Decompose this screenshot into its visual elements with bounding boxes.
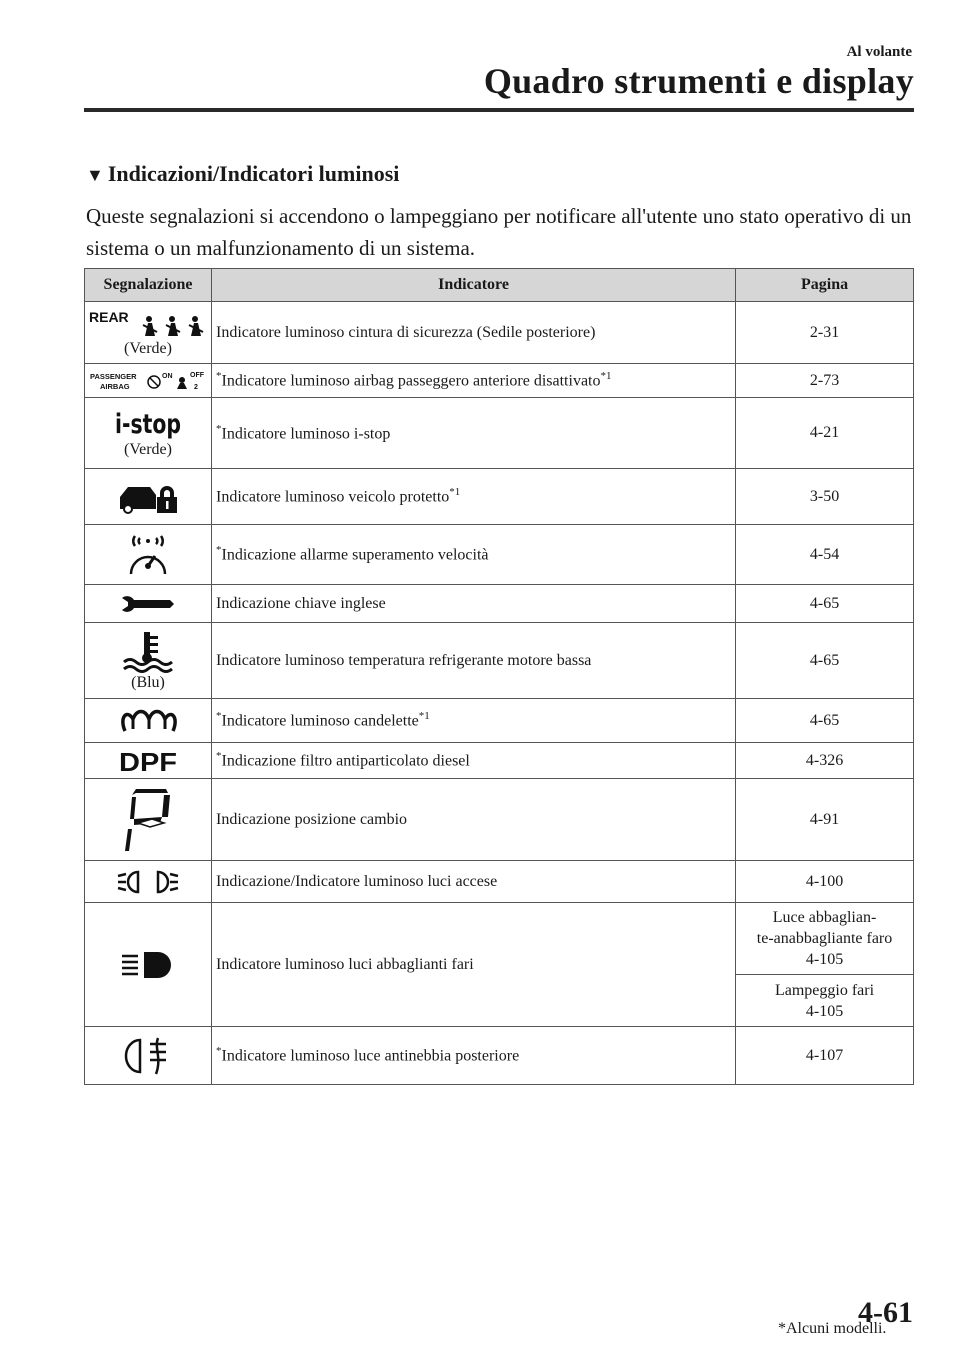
indicator-cell: *Indicazione filtro antiparticolato diesel <box>212 743 736 779</box>
page-cell: 2-73 <box>736 364 914 398</box>
table-row <box>85 623 914 699</box>
signal-cell <box>85 861 212 903</box>
svg-text:OFF: OFF <box>190 371 204 379</box>
table-row <box>85 743 914 779</box>
svg-text:AIRBAG: AIRBAG <box>100 381 130 391</box>
page-cell: 4-107 <box>736 1027 914 1085</box>
signal-cell <box>85 585 212 623</box>
table-row <box>85 1027 914 1085</box>
signal-cell <box>85 903 212 1027</box>
footnote: *Alcuni modelli. <box>778 1320 887 1337</box>
wrench-icon <box>120 594 176 614</box>
signal-cell <box>85 364 212 398</box>
indicator-cell: Indicatore luminoso temperatura refrigerante motore bassa <box>212 623 736 699</box>
col-header-page: Pagina <box>736 269 914 302</box>
page-cell: 2-31 <box>736 302 914 364</box>
coolant-temp-icon <box>122 630 174 672</box>
col-header-signal: Segnalazione <box>85 269 212 302</box>
indicator-cell: *Indicatore luminoso airbag passeggero anteriore disattivato$^{*1}$ <box>212 364 736 398</box>
shift-position-icon <box>120 787 176 853</box>
page-cell: 4-21 <box>736 398 914 469</box>
passenger-airbag-off-icon <box>90 369 206 393</box>
signal-cell: REAR (Verde) <box>85 302 212 364</box>
table-row <box>85 779 914 861</box>
indicator-cell: Indicazione/Indicatore luminoso luci accese <box>212 861 736 903</box>
svg-text:ON: ON <box>162 372 173 380</box>
indicator-cell: Indicatore luminoso cintura di sicurezza (Sedile posteriore) <box>212 302 736 364</box>
rear-seatbelt-icon <box>89 308 207 338</box>
page-cell: 4-91 <box>736 779 914 861</box>
signal-cell <box>85 743 212 779</box>
table-row <box>85 861 914 903</box>
security-lock-icon <box>116 479 180 515</box>
table-row <box>85 364 914 398</box>
page-cell: 3-50 <box>736 469 914 525</box>
intro-paragraph: Queste segnalazioni si accendono o lampeggiano per notificare all'utente uno stato operativo di un sistema o un malfunzionamento di un sistema. <box>86 204 912 260</box>
page-cell: 4-65 <box>736 699 914 743</box>
svg-text:DPF: DPF <box>119 746 177 777</box>
page-cell: 4-100 <box>736 861 914 903</box>
indicator-table <box>84 268 914 1085</box>
indicator-cell: Indicatore luminoso luci abbaglianti fari <box>212 903 736 1027</box>
lights-on-icon <box>116 868 180 896</box>
signal-cell <box>85 1027 212 1085</box>
indicator-cell: Indicazione chiave inglese <box>212 585 736 623</box>
signal-cell <box>85 525 212 585</box>
page-cell: Lampeggio fari 4-105 <box>736 975 914 1027</box>
signal-cell <box>85 779 212 861</box>
header-rule <box>84 108 914 112</box>
indicator-cell: *Indicatore luminoso candelette$^{*1}$ <box>212 699 736 743</box>
svg-text:i-stop: i-stop <box>115 409 181 440</box>
speed-alarm-icon <box>121 532 175 578</box>
table-row <box>85 903 914 975</box>
i-stop-icon <box>113 407 183 439</box>
indicator-cell: *Indicazione allarme superamento velocità <box>212 525 736 585</box>
table-row <box>85 469 914 525</box>
signal-cell: i-stop (Verde) <box>85 398 212 469</box>
triangle-icon: ▼ <box>86 165 104 185</box>
svg-text:REAR: REAR <box>89 308 129 325</box>
table-row <box>85 585 914 623</box>
page-cell: Luce abbaglian- te-anabbagliante faro 4-105 <box>736 903 914 975</box>
page-cell: 4-65 <box>736 623 914 699</box>
dpf-icon <box>118 746 178 777</box>
indicator-cell: Indicazione posizione cambio <box>212 779 736 861</box>
table-row <box>85 302 914 364</box>
svg-text:2: 2 <box>194 383 198 391</box>
signal-cell <box>85 699 212 743</box>
high-beam-icon <box>118 950 178 980</box>
svg-text:PASSENGER: PASSENGER <box>90 371 137 381</box>
rear-fog-icon <box>124 1036 172 1076</box>
indicator-cell: *Indicatore luminoso luce antinebbia posteriore <box>212 1027 736 1085</box>
page-number: 4-61 <box>858 1296 913 1329</box>
indicator-cell: Indicatore luminoso veicolo protetto$^{*1}$ <box>212 469 736 525</box>
page-cell: 4-326 <box>736 743 914 779</box>
page-title: Quadro strumenti e display <box>483 61 914 101</box>
table-row <box>85 525 914 585</box>
table-row <box>85 398 914 469</box>
glow-plug-icon <box>119 707 177 735</box>
page-cell: 4-54 <box>736 525 914 585</box>
section-title: ▼ Indicazioni/Indicatori luminosi <box>86 161 400 186</box>
table-header-row <box>85 269 914 302</box>
page-cell: 4-65 <box>736 585 914 623</box>
indicator-cell: *Indicatore luminoso i-stop <box>212 398 736 469</box>
signal-cell <box>85 469 212 525</box>
signal-cell: (Blu) <box>85 623 212 699</box>
chapter-label: Al volante <box>846 44 912 60</box>
col-header-indicator: Indicatore <box>212 269 736 302</box>
table-row <box>85 699 914 743</box>
